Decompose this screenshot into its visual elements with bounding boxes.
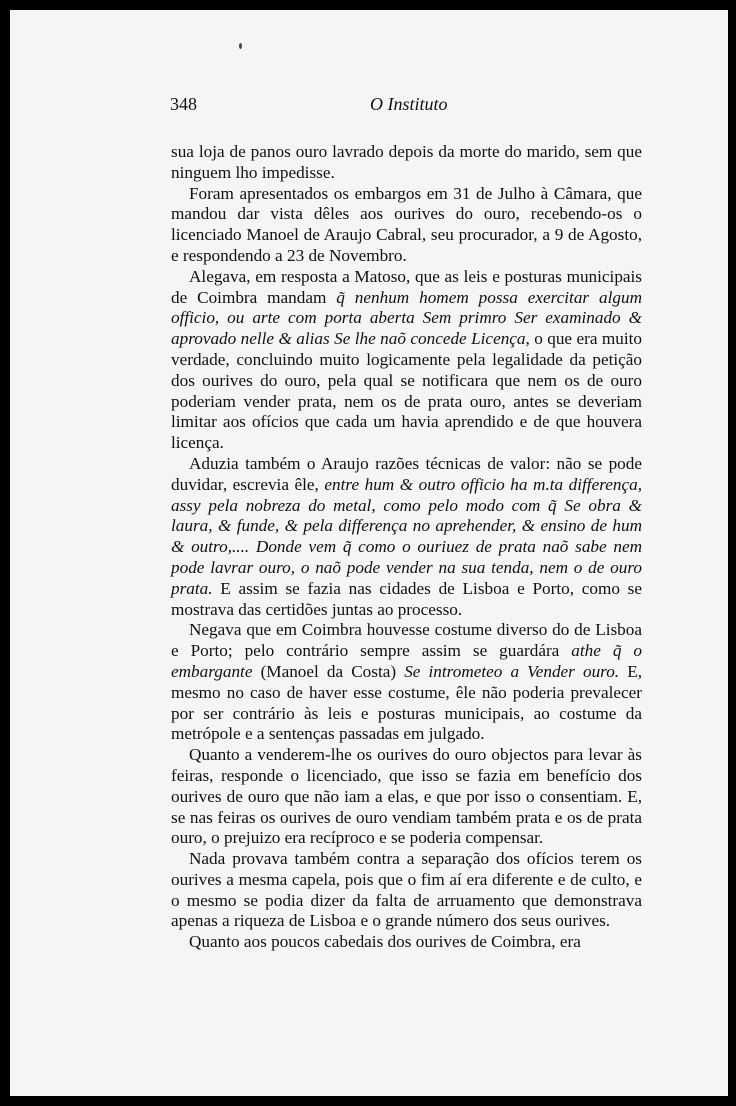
paragraph: Alegava, em resposta a Matoso, que as leis e posturas municipais de Coimbra mandam q̃ nenhum homem possa exercitar algum officio, ou arte com porta aberta Sem primro Ser examinado & aprovado nelle & alias Se lhe naõ concede Licença, o que era muito verdade, concluindo muito logicamente pela legalidade da petição dos ourives do ouro, pela qual se notificara que nem os de ouro poderiam vender prata, nem os de prata ouro, antes se deveriam limitar aos ofícios que cada um havia aprendido e de que houvera licença. [171,266,642,453]
running-title: O Instituto [370,94,448,114]
paragraph: sua loja de panos ouro lavrado depois da morte do marido, sem que ninguem lho impedisse. [171,142,642,182]
quoted-text: q̃ nenhum homem possa exercitar algum officio, ou arte com porta aberta Sem primro Ser examinado & aprovado nelle & alias Se lhe naõ concede Licença [171,287,642,349]
page-number: 348 [170,94,197,114]
paragraph: Quanto a venderem-lhe os ourives do ouro objectos para levar às feiras, responde o licenciado, que isso se fazia em benefício dos ourives de ouro que não iam a elas, e que por isso o consentiam. E, se nas feiras os ourives de ouro vendiam também prata e os de prata ouro, o prejuizo era recíproco e se poderia compensar. [171,745,642,848]
body-text [171,142,642,953]
paragraph: Nada provava também contra a separação dos ofícios terem os ourives a mesma capela, pois que o fim aí era diferente e de culto, e o mesmo se podia dizer da falta de arruamento que demonstrava apenas a riqueza de Lisboa e o grande número dos seus ourives. [171,849,642,931]
paragraph: Foram apresentados os embargos em 31 de Julho à Câmara, que mandou dar vista dêles aos ourives do ouro, recebendo-os o licenciado Manoel de Araujo Cabral, seu procurador, a 9 de Agosto, e respondendo a 23 de Novembro. [171,183,642,265]
speck [239,43,242,49]
paragraph: Quanto aos poucos cabedais dos ourives de Coimbra, era [189,932,581,952]
quoted-text: entre hum & outro officio ha m.ta differença, assy pela nobreza do metal, como pelo modo com q̃ Se obra & laura, & funde, & pela differença no aprehender, & ensino de hum & outro,.... Donde vem q̃ como o ouriuez de prata naõ sabe nem pode lavrar ouro, o naõ pode vender na sua tenda, nem o de ouro prata. [171,474,642,598]
quoted-text: athe q̃ o embargante [171,641,642,681]
paragraph: Aduzia também o Araujo razões técnicas de valor: não se pode duvidar, escrevia êle, entre hum & outro officio ha m.ta differença, assy pela nobreza do metal, como pelo modo com q̃ Se obra & laura, & funde, & pela differença no aprehender, & ensino de hum & outro,.... Donde vem q̃ como o ouriuez de prata naõ sabe nem pode lavrar ouro, o naõ pode vender na sua tenda, nem o de ouro prata. E assim se fazia nas cidades de Lisboa e Porto, como se mostrava das certidões juntas ao processo. [171,453,642,619]
quoted-text: Se intrometeo a Vender ouro. [404,661,620,681]
book-page [10,10,728,1096]
paragraph: Negava que em Coimbra houvesse costume diverso do de Lisboa e Porto; pelo contrário sempre assim se guardára athe q̃ o embargante (Manoel da Costa) Se intrometeo a Vender ouro. E, mesmo no caso de haver esse costume, êle não poderia prevalecer por ser contrário às leis e posturas municipais, ao costume da metrópole e a sentenças passadas em julgado. [171,620,643,744]
